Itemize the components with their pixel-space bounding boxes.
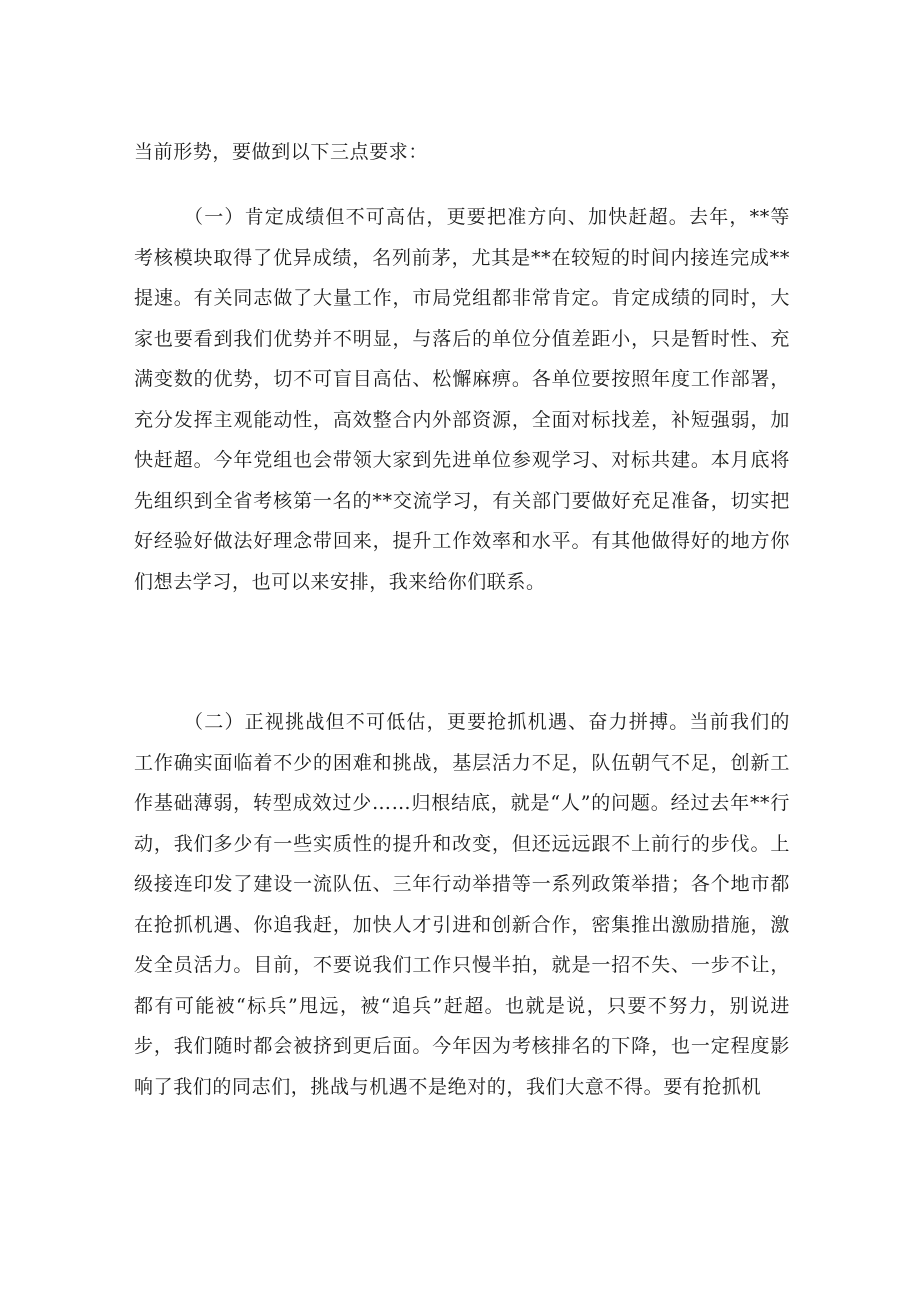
- intro-line: 当前形势，要做到以下三点要求：: [134, 141, 429, 163]
- paragraph-2: （二）正视挑战但不可低估，更要抢抓机遇、奋力拼搏。当前我们的工作确实面临着不少的困难和挑战，基层活力不足，队伍朝气不足，创新工作基础薄弱，转型成效过少……归根结底，就是“人”的问题。经过去年**行动，我们多少有一些实质性的提升和改变，但还远远跟不上前行的步伐。上级接连印发了建设一流队伍、三年行动举措等一系列政策举措；各个地市都在抢抓机遇、你追我赶，加快人才引进和创新合作，密集推出激励措施，激发全员活力。目前，不要说我们工作只慢半拍，就是一招不失、一步不让，都有可能被“标兵”甩远，被“追兵”赶超。也就是说，只要不努力，别说进步，我们随时都会被挤到更后面。今年因为考核排名的下降，也一定程度影响了我们的同志们，挑战与机遇不是绝对的，我们大意不得。要有抢抓机: [134, 711, 790, 1098]
- paragraph-1: （一）肯定成绩但不可高估，更要把准方向、加快赶超。去年，**等考核模块取得了优异成绩，名列前茅，尤其是**在较短的时间内接连完成**提速。有关同志做了大量工作，市局党组都非常肯定。肯定成绩的同时，大家也要看到我们优势并不明显，与落后的单位分值差距小，只是暂时性、充满变数的优势，切不可盲目高估、松懈麻痹。各单位要按照年度工作部署，充分发挥主观能动性，高效整合内外部资源，全面对标找差，补短强弱，加快赶超。今年党组也会带领大家到先进单位参观学习、对标共建。本月底将先组织到全省考核第一名的**交流学习，有关部门要做好充足准备，切实把好经验好做法好理念带回来，提升工作效率和水平。有其他做得好的地方你们想去学习，也可以来安排，我来给你们联系。: [134, 206, 790, 593]
